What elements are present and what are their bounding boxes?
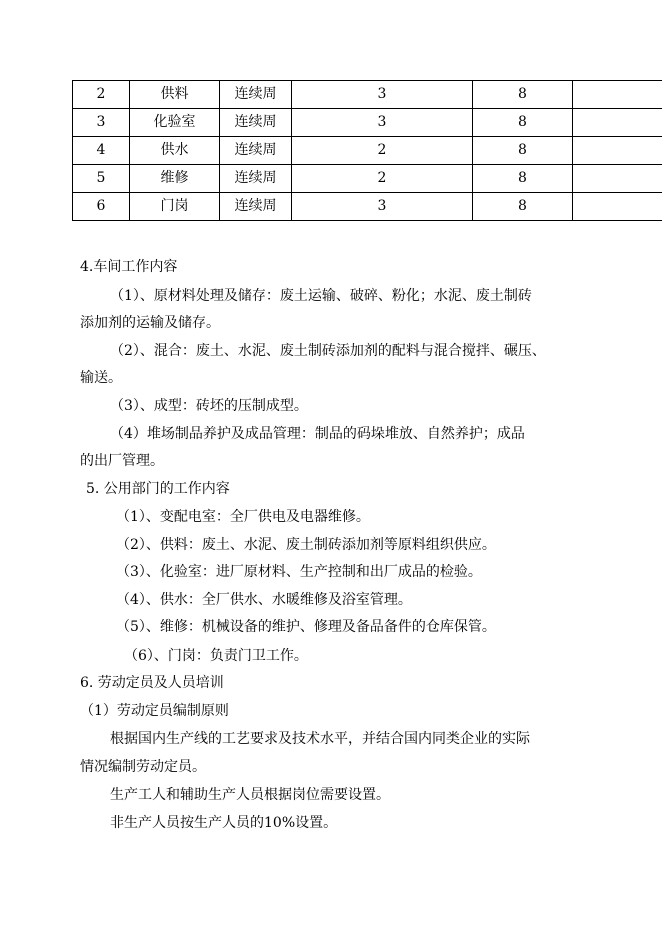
table-row [73,137,662,165]
table-row [73,165,662,193]
cell-note [573,165,662,193]
cell-number: 3 [73,109,130,137]
section4-item4-line2: 的出厂管理。 [80,453,164,469]
section6-para1-line1: 根据国内生产线的工艺要求及技术水平，并结合国内同类企业的实际 [110,731,530,747]
cell-schedule: 连续周 [220,193,292,221]
cell-number: 4 [73,137,130,165]
cell-shifts: 2 [292,137,473,165]
section5-item: （2）、供料：废土、水泥、废土制砖添加剂等原料组织供应。 [116,537,496,553]
section5-item: （5）、维修：机械设备的维护、修理及备品备件的仓库保管。 [116,619,496,635]
cell-hours: 8 [473,165,573,193]
section6-sub1-heading: （1）劳动定员编制原则 [80,703,229,719]
cell-note [573,81,662,109]
section5-item: （3）、化验室：进厂原材料、生产控制和出厂成品的检验。 [116,564,482,580]
cell-hours: 8 [473,137,573,165]
table-row [73,109,662,137]
cell-department: 门岗 [130,193,220,221]
section4-item2-line1: （2）、混合：废土、水泥、废土制砖添加剂的配料与混合搅拌、碾压、 [110,343,546,359]
cell-department: 化验室 [130,109,220,137]
cell-number: 5 [73,165,130,193]
cell-shifts: 2 [292,165,473,193]
cell-hours: 8 [473,81,573,109]
section4-item2-line2: 输送。 [80,370,122,386]
cell-shifts: 3 [292,109,473,137]
section4-item4-line1: （4）堆场制品养护及成品管理：制品的码垛堆放、自然养护；成品 [110,426,525,442]
section4-item1-line2: 添加剂的运输及储存。 [80,315,220,331]
cell-note [573,109,662,137]
section4-heading: 4.车间工作内容 [80,259,178,275]
section5-item: （6）、门岗：负责门卫工作。 [124,648,308,664]
cell-number: 6 [73,193,130,221]
cell-hours: 8 [473,193,573,221]
table-row [73,193,662,221]
cell-note [573,137,662,165]
cell-note [573,193,662,221]
cell-department: 维修 [130,165,220,193]
staffing-table [72,80,662,221]
cell-department: 供料 [130,81,220,109]
cell-number: 2 [73,81,130,109]
cell-shifts: 3 [292,81,473,109]
cell-department: 供水 [130,137,220,165]
cell-schedule: 连续周 [220,81,292,109]
section6-para3: 非生产人员按生产人员的10%设置。 [110,815,338,831]
cell-schedule: 连续周 [220,165,292,193]
section6-heading: 6. 劳动定员及人员培训 [80,675,224,691]
section4-item1-line1: （1）、原材料处理及储存：废土运输、破碎、粉化；水泥、废土制砖 [110,288,532,304]
section4-item3: （3）、成型：砖坯的压制成型。 [110,398,308,414]
section6-para1-line2: 情况编制劳动定员。 [80,759,206,775]
section5-heading: 5. 公用部门的工作内容 [86,481,230,497]
cell-schedule: 连续周 [220,109,292,137]
staffing-table-body [73,81,662,221]
section5-item: （4）、供水：全厂供水、水暖维修及浴室管理。 [116,592,412,608]
cell-hours: 8 [473,109,573,137]
table-row [73,81,662,109]
cell-schedule: 连续周 [220,137,292,165]
section5-item: （1）、变配电室：全厂供电及电器维修。 [116,509,370,525]
section6-para2: 生产工人和辅助生产人员根据岗位需要设置。 [110,787,390,803]
cell-shifts: 3 [292,193,473,221]
